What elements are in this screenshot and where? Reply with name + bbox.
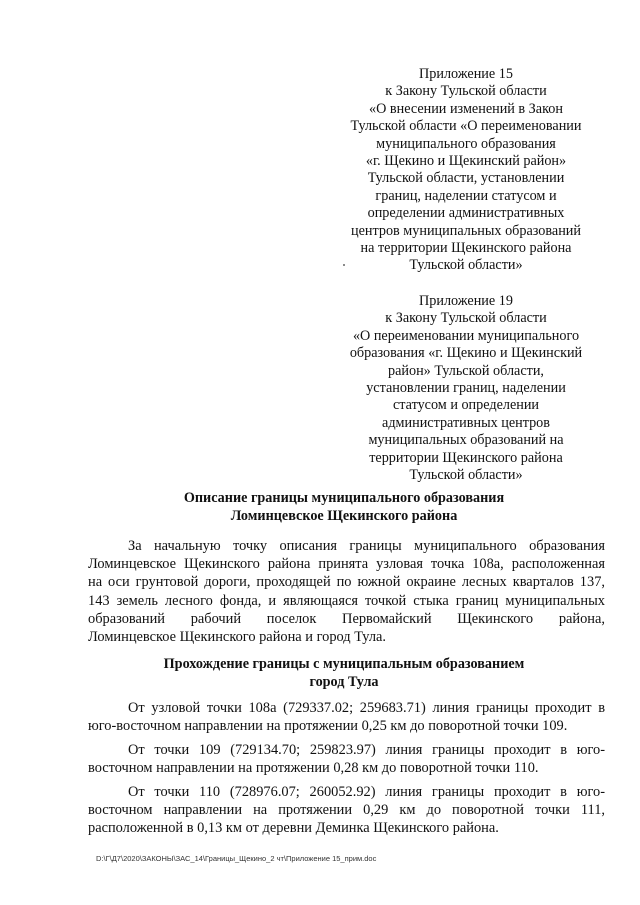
appendix-19-line: район» Тульской области, <box>388 362 544 379</box>
appendix-15-line: Приложение 15 <box>419 66 513 82</box>
appendix-19-line: Тульской области» <box>409 467 523 484</box>
boundary-point-paragraph <box>88 699 605 735</box>
boundary-line: расположенной в 0,13 км от деревни Деминка Щекинского района. <box>88 820 499 837</box>
appendix-19-line: к Закону Тульской области <box>385 310 547 327</box>
appendix-15-line: Тульской области, установлении <box>367 170 565 187</box>
appendix-15-header <box>330 66 602 275</box>
section-heading-line: город Тула <box>309 674 379 690</box>
appendix-15-line: на территории Щекинского района <box>360 240 572 257</box>
appendix-19-line: муниципальных образований на <box>368 432 564 449</box>
intro-line: на оси грунтовой дороги, проходящей по южной окраине лесных кварталов 137, <box>88 574 605 591</box>
appendix-15-line: центров муниципальных образований <box>351 222 581 239</box>
appendix-19-header <box>330 293 602 484</box>
appendix-15-line: к Закону Тульской области <box>385 83 547 100</box>
appendix-19-line: «О переименовании муниципального <box>352 327 580 344</box>
file-path-footer: D:\Г\Д7\2020\ЗАКОНЫ\ЗАС_14\Границы_Щекино_2 чт\Приложение 15_прим.doc <box>96 854 377 863</box>
boundary-point-paragraph <box>88 783 605 838</box>
intro-line: Ломинцевское Щекинского района и город Тула. <box>88 629 387 646</box>
section-heading-line: Прохождение границы с муниципальным образованием <box>163 656 525 672</box>
appendix-15-line: определении административных <box>367 205 565 222</box>
boundary-line: От точки 109 (729134.70; 259823.97) линия границы проходит в юго- <box>128 742 605 758</box>
appendix-19-line: статусом и определении <box>392 397 540 414</box>
intro-line: Ломинцевское Щекинского района принята узловая точка 108а, расположенная <box>88 556 605 573</box>
appendix-15-line: «г. Щекино и Щекинский район» <box>365 153 567 170</box>
appendix-15-line: границ, наделении статусом и <box>375 187 557 204</box>
appendix-19-line: Приложение 19 <box>419 293 513 309</box>
boundary-line: восточном направлении на протяжении 0,29 км до поворотной точки 111, <box>88 802 605 819</box>
title-line: Ломинцевское Щекинского района <box>230 508 458 524</box>
appendix-15-line: муниципального образования <box>376 135 556 152</box>
title-line: Описание границы муниципального образования <box>183 490 505 506</box>
scan-speck <box>343 264 345 266</box>
section-heading <box>88 655 600 691</box>
boundary-line: От точки 110 (728976.07; 260052.92) линия границы проходит в юго- <box>128 784 605 800</box>
intro-line: 143 земель лесного фонда, и являющаяся точкой стыка границ муниципальных <box>88 592 605 609</box>
appendix-15-line: Тульской области «О переименовании <box>350 118 582 135</box>
boundary-line: От узловой точки 108а (729337.02; 259683.71) линия границы проходит в <box>128 700 605 716</box>
appendix-19-line: установлении границ, наделении <box>366 380 566 397</box>
appendix-15-line: Тульской области» <box>409 257 523 274</box>
appendix-19-line: административных центров <box>382 414 550 431</box>
intro-line: За начальную точку описания границы муниципального образования <box>128 538 605 554</box>
boundary-point-paragraph <box>88 741 605 777</box>
boundary-line: восточном направлении на протяжении 0,28 км до поворотной точки 110. <box>88 760 539 777</box>
intro-paragraph <box>88 537 605 646</box>
boundary-line: юго-восточном направлении на протяжении 0,25 км до поворотной точки 109. <box>88 718 568 735</box>
appendix-15-line: «О внесении изменений в Закон <box>369 100 563 117</box>
document-title <box>88 489 600 525</box>
appendix-19-line: территории Щекинского района <box>369 449 563 466</box>
appendix-19-line: образования «г. Щекино и Щекинский <box>349 345 583 362</box>
intro-line: образований рабочий поселок Первомайский Щекинского района, <box>88 610 605 627</box>
